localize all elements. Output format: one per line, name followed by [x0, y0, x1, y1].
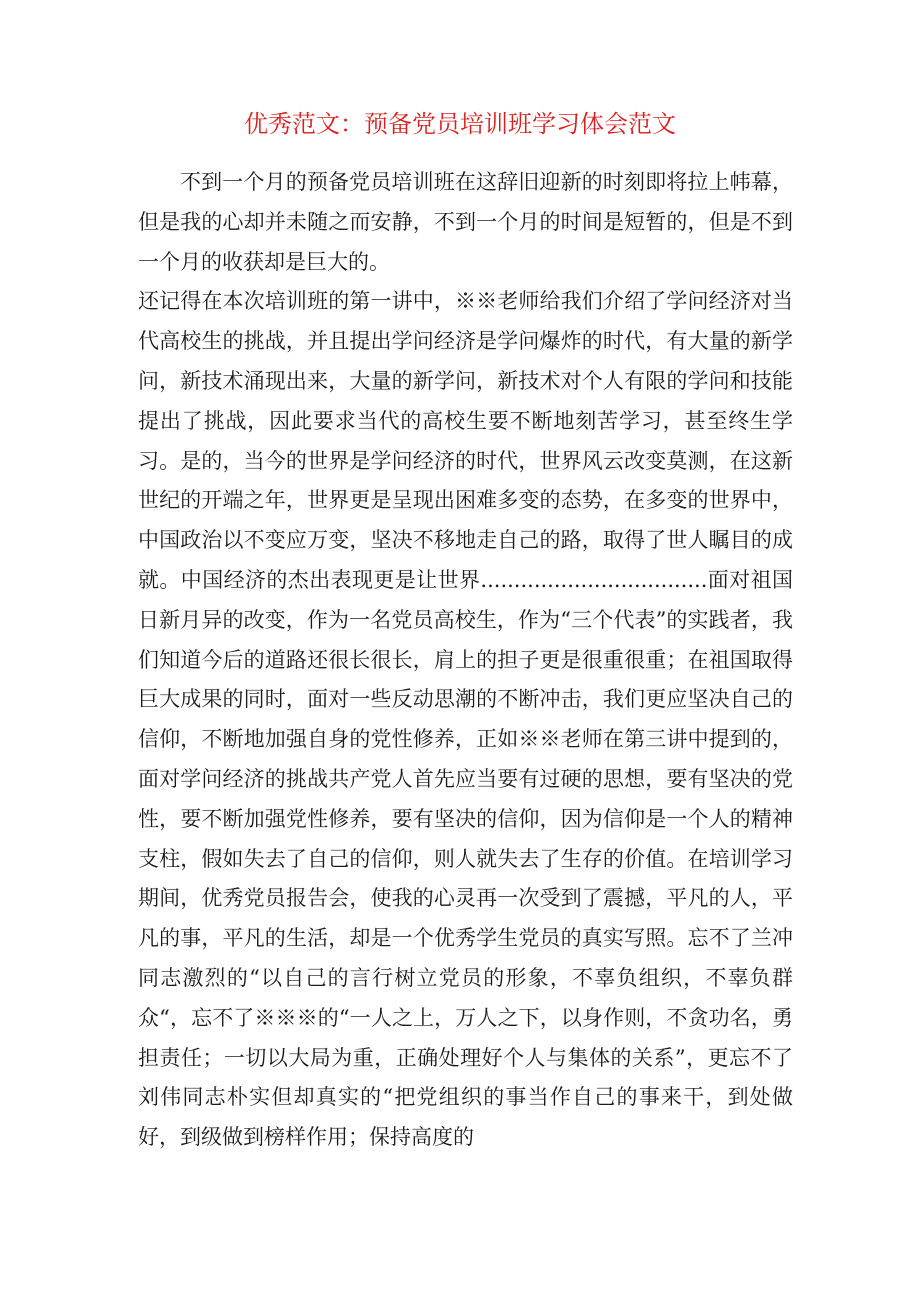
document-body [138, 163, 793, 1158]
paragraph-intro: 不到一个月的预备党员培训班在这辞旧迎新的时刻即将拉上帏幕，但是我的心却并未随之而安静，不到一个月的时间是短暂的，但是不到一个月的收获却是巨大的。 [138, 170, 793, 274]
document-title: 优秀范文：预备党员培训班学习体会范文 [244, 110, 676, 138]
paragraph-main: 还记得在本次培训班的第一讲中，※※老师给我们介绍了学问经济对当代高校生的挑战，并且提出学问经济是学问爆炸的时代，有大量的新学问，新技术涌现出来，大量的新学问，新技术对个人有限的学问和技能提出了挑战，因此要求当代的高校生要不断地刻苦学习，甚至终生学习。是的，当今的世界是学问经济的时代，世界风云改变莫测，在这新世纪的开端之年，世界更是呈现出困难多变的态势，在多变的世界中，中国政治以不变应万变，坚决不移地走自己的路，取得了世人瞩目的成就。中国经济的杰出表现更是让世界..................................面对祖国日新月异的改变，作为一名党员高校生，作为“三个代表”的实践者，我们知道今后的道路还很长很长，肩上的担子更是很重很重；在祖国取得巨大成果的同时，面对一些反动思潮的不断冲击，我们更应坚决自己的信仰，不断地加强自身的党性修养，正如※※老师在第三讲中提到的，面对学问经济的挑战共产党人首先应当要有过硬的思想，要有坚决的党性，要不断加强党性修养，要有坚决的信仰，因为信仰是一个人的精神支柱，假如失去了自己的信仰，则人就失去了生存的价值。在培训学习期间，优秀党员报告会，使我的心灵再一次受到了震撼，平凡的人，平凡的事，平凡的生活，却是一个优秀学生党员的真实写照。忘不了兰冲同志激烈的“以自己的言行树立党员的形象，不辜负组织，不辜负群众“，忘不了※※※的“一人之上，万人之下，以身作则，不贪功名，勇担责任；一切以大局为重，正确处理好个人与集体的关系”，更忘不了刘伟同志朴实但却真实的“把党组织的事当作自己的事来干，到处做好，到级做到榜样作用；保持高度的 [138, 289, 793, 1150]
